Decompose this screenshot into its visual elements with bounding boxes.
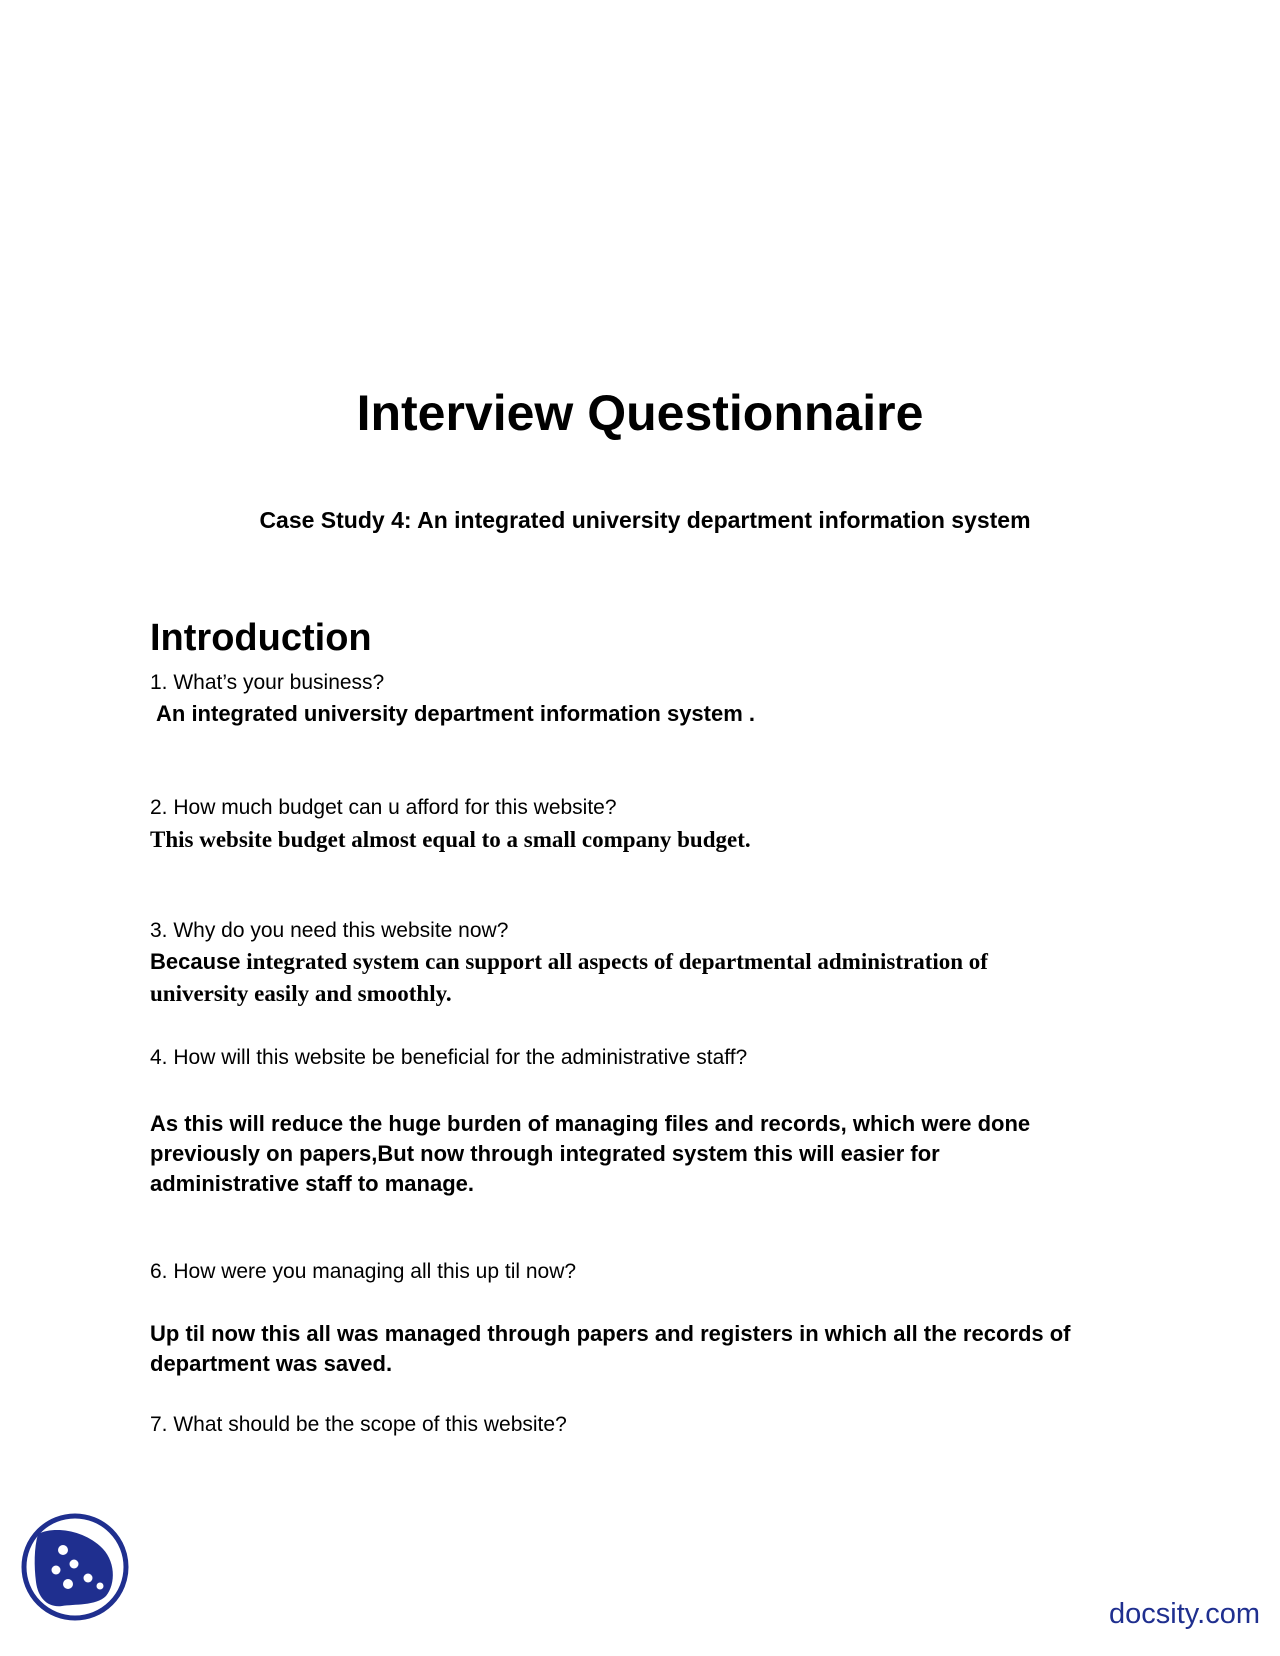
document-title: Interview Questionnaire xyxy=(356,385,924,441)
question-7: 7. What should be the scope of this website? xyxy=(150,1413,567,1436)
question-1: 1. What’s your business? xyxy=(150,671,385,694)
answer-3-rest: integrated system can support all aspects of departmental administration of university easily and smoothly. xyxy=(150,949,988,1006)
answer-2: This website budget almost equal to a small company budget. xyxy=(150,827,751,852)
question-6: 6. How were you managing all this up til now? xyxy=(150,1260,577,1283)
answer-6: Up til now this all was managed through papers and registers in which all the records of department was saved. xyxy=(150,1321,1071,1376)
answer-4: As this will reduce the huge burden of managing files and records, which were done previously on papers,But now through integrated system this will easier for administrative staff to manage. xyxy=(150,1111,1031,1196)
question-2: 2. How much budget can u afford for this website? xyxy=(150,796,617,819)
section-heading-introduction: Introduction xyxy=(150,617,372,659)
answer-3-lead: Because xyxy=(150,949,241,974)
docsity-brand-link[interactable]: docsity.com xyxy=(1109,1598,1260,1630)
docsity-logo-icon xyxy=(20,1512,130,1622)
document-subtitle: Case Study 4: An integrated university department information system xyxy=(259,507,1031,533)
question-4: 4. How will this website be beneficial for the administrative staff? xyxy=(150,1046,748,1069)
answer-3 xyxy=(150,946,1090,1010)
answer-1: An integrated university department information system . xyxy=(156,701,756,726)
question-3: 3. Why do you need this website now? xyxy=(150,919,509,942)
